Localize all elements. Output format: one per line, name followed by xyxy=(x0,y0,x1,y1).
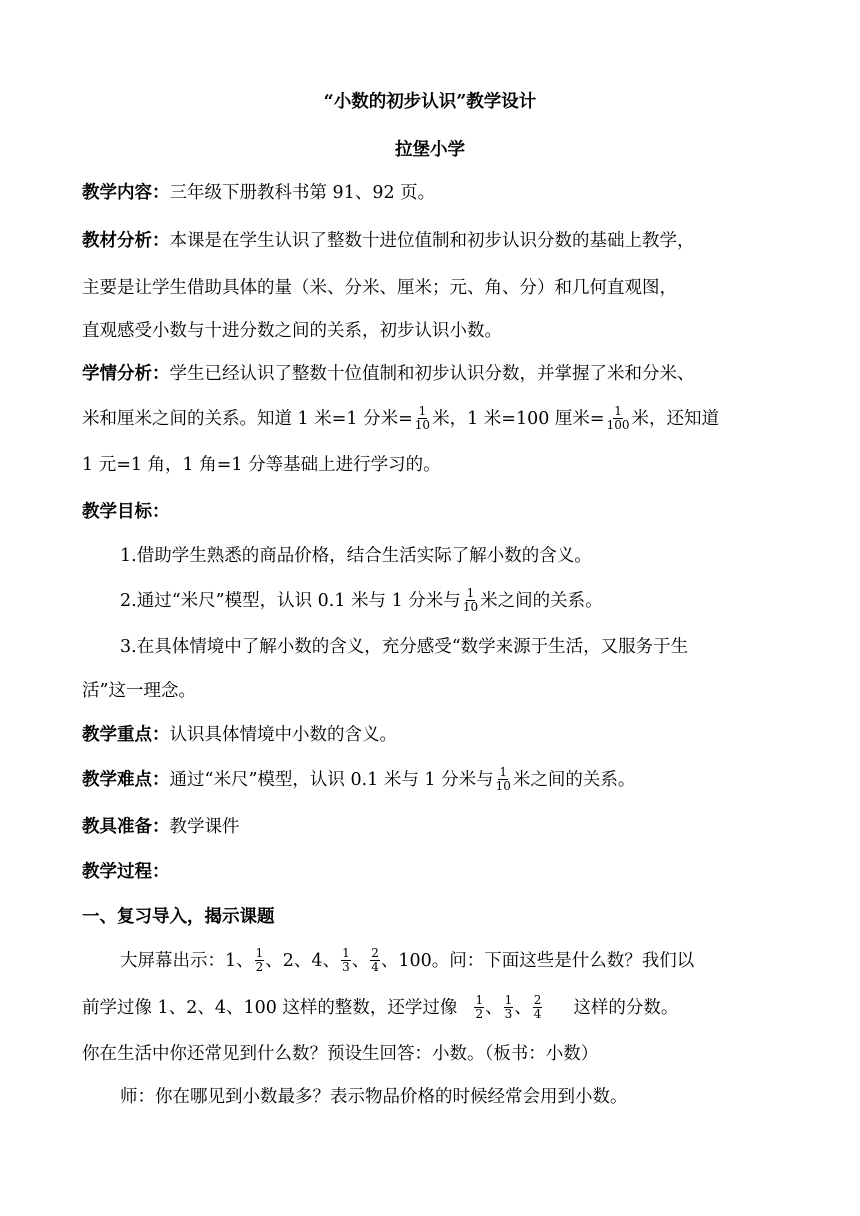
material-analysis-line1: 教材分析：本课是在学生认识了整数十进位值制和初步认识分数的基础上教学， xyxy=(82,231,695,251)
key-point-label: 教学重点： xyxy=(82,725,170,745)
school-name: 拉堡小学 xyxy=(395,140,465,160)
tools-label: 教具准备： xyxy=(82,817,170,837)
teaching-content xyxy=(82,181,435,205)
student-analysis-line2: 米和厘米之间的关系。知道 1 米=1 分米= $\frac{1}{10}$ 米，1 米=100 厘米= $\frac{1}{100}$ 米，还知道 xyxy=(82,404,719,432)
material-analysis-line2: 主要是让学生借助具体的量（米、分米、厘米；元、角、分）和几何直观图， xyxy=(82,278,677,298)
teaching-tools: 教具准备：教学课件 xyxy=(82,817,240,837)
paragraph-2: 师：你在哪见到小数最多？表示物品价格的时候经常会用到小数。 xyxy=(120,1087,628,1107)
student-analysis-line1: 学情分析：学生已经认识了整数十位值制和初步认识分数，并掌握了米和分米、 xyxy=(82,364,695,384)
fraction: $\frac{2}{4}$ xyxy=(533,993,542,1021)
fraction: $\frac{1}{3}$ xyxy=(504,993,513,1021)
fraction: $\frac{1}{10}$ xyxy=(462,586,479,614)
document-title: “小数的初步认识”教学设计 xyxy=(323,92,537,112)
student-analysis-label: 学情分析： xyxy=(82,364,170,384)
paragraph-1-line2: 前学过像 1、2、4、100 这样的整数，还学过像 $\frac{1}{2}$ 、 $\frac{1}{3}$ 、 $\frac{2}{4}$ 这样的分数。 xyxy=(82,993,679,1021)
teaching-difficulty: 教学难点：通过“米尺”模型，认识 0.1 米与 1 分米与 $\frac{1}{10}$ 米之间的关系。 xyxy=(82,765,636,793)
goal-2: 2.通过“米尺”模型，认识 0.1 米与 1 分米与 $\frac{1}{10}$ 米之间的关系。 xyxy=(120,586,603,614)
teaching-goals-label: 教学目标： xyxy=(82,502,170,522)
fraction: $\frac{1}{2}$ xyxy=(475,993,484,1021)
teaching-key-point: 教学重点：认识具体情境中小数的含义。 xyxy=(82,725,397,745)
goal-1: 1.借助学生熟悉的商品价格，结合生活实际了解小数的含义。 xyxy=(120,546,592,566)
teaching-process-label: 教学过程： xyxy=(82,862,170,882)
fraction: $\frac{1}{10}$ xyxy=(495,765,511,793)
material-analysis-label: 教材分析： xyxy=(82,231,170,251)
paragraph-1-line3: 你在生活中你还常见到什么数？预设生回答：小数。（板书：小数） xyxy=(82,1044,599,1064)
teaching-content-label: 教学内容： xyxy=(82,183,170,203)
fraction: $\frac{1}{100}$ xyxy=(606,404,630,432)
section-1-title: 一、复习导入，揭示课题 xyxy=(82,907,275,927)
difficulty-label: 教学难点： xyxy=(82,770,170,790)
paragraph-1-line1: 大屏幕出示：1、 $\frac{1}{2}$ 、2、4、 $\frac{1}{3}$ 、 $\frac{2}{4}$ 、100。问：下面这些是什么数？我们以 xyxy=(120,946,695,974)
fraction: $\frac{1}{10}$ xyxy=(414,404,431,432)
student-analysis-line3: 1 元=1 角，1 角=1 分等基础上进行学习的。 xyxy=(82,455,441,475)
material-analysis-line3: 直观感受小数与十进分数之间的关系，初步认识小数。 xyxy=(82,321,502,341)
fraction: $\frac{2}{4}$ xyxy=(371,946,379,974)
fraction: $\frac{1}{2}$ xyxy=(255,946,264,974)
goal-3-line1: 3.在具体情境中了解小数的含义，充分感受“数学来源于生活，又服务于生 xyxy=(120,637,689,657)
goal-3-line2: 活”这一理念。 xyxy=(82,681,196,701)
teaching-content-text: 三年级下册教科书第 91、92 页。 xyxy=(169,183,436,203)
fraction: $\frac{1}{3}$ xyxy=(342,946,350,974)
